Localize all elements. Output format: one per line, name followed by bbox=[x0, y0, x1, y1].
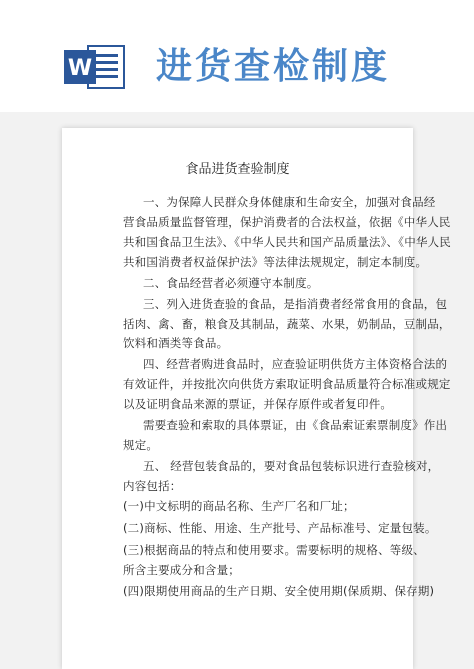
document-line: 饮料和酒类等食品。 bbox=[123, 336, 229, 350]
document-line: 所含主要成分和含量； bbox=[123, 563, 240, 577]
header-title: 进货查检制度 bbox=[156, 46, 391, 87]
word-logo-letter: W bbox=[67, 56, 93, 81]
document-line: 内容包括： bbox=[123, 479, 182, 493]
document-line: 二、食品经营者必须遵守本制度。 bbox=[143, 276, 319, 290]
document-line: 共和国食品卫生法》、《中华人民共和国产品质量法》、《中华人民 bbox=[123, 235, 451, 249]
page-header bbox=[0, 0, 474, 112]
document-line: (四)限期使用商品的生产日期、安全使用期(保质期、保存期) bbox=[123, 584, 435, 598]
document-line: 需要查验和索取的具体票证，由《食品索证索票制度》作出 bbox=[143, 418, 448, 432]
document-line: 以及证明食品来源的票证，并保存原件或者复印件。 bbox=[123, 397, 393, 411]
document-line: (三)根据商品的特点和使用要求。需要标明的规格、等级、 bbox=[123, 543, 425, 557]
document-line: 有效证件，并按批次向供货方索取证明食品质量符合标准或规定 bbox=[123, 377, 451, 391]
document-line: 括肉、禽、畜，粮食及其制品，蔬菜、水果，奶制品，豆制品， bbox=[123, 317, 451, 331]
document-line: (二)商标、性能、用途、生产批号、产品标准号、定量包装。 bbox=[123, 521, 437, 535]
document-line: (一)中文标明的商品名称、生产厂名和厂址； bbox=[123, 499, 355, 513]
word-logo-icon bbox=[64, 42, 126, 92]
document-title: 食品进货查验制度 bbox=[185, 162, 290, 177]
document-line: 四、经营者购进食品时，应查验证明供货方主体资格合法的 bbox=[143, 357, 448, 371]
document-line: 五、 经营包装食品的，要对食品包装标识进行查验核对， bbox=[143, 459, 440, 473]
document-line: 一、为保障人民群众身体健康和生命安全，加强对食品经 bbox=[143, 195, 436, 209]
document-line: 共和国消费者权益保护法》等法律法规规定，制定本制度。 bbox=[123, 255, 428, 269]
document-page bbox=[62, 128, 451, 669]
document-line: 规定。 bbox=[123, 438, 159, 452]
document-line: 三、列入进货查验的食品，是指消费者经常食用的食品，包 bbox=[143, 297, 448, 311]
document-line: 营食品质量监督管理，保护消费者的合法权益，依据《中华人民 bbox=[123, 215, 451, 229]
